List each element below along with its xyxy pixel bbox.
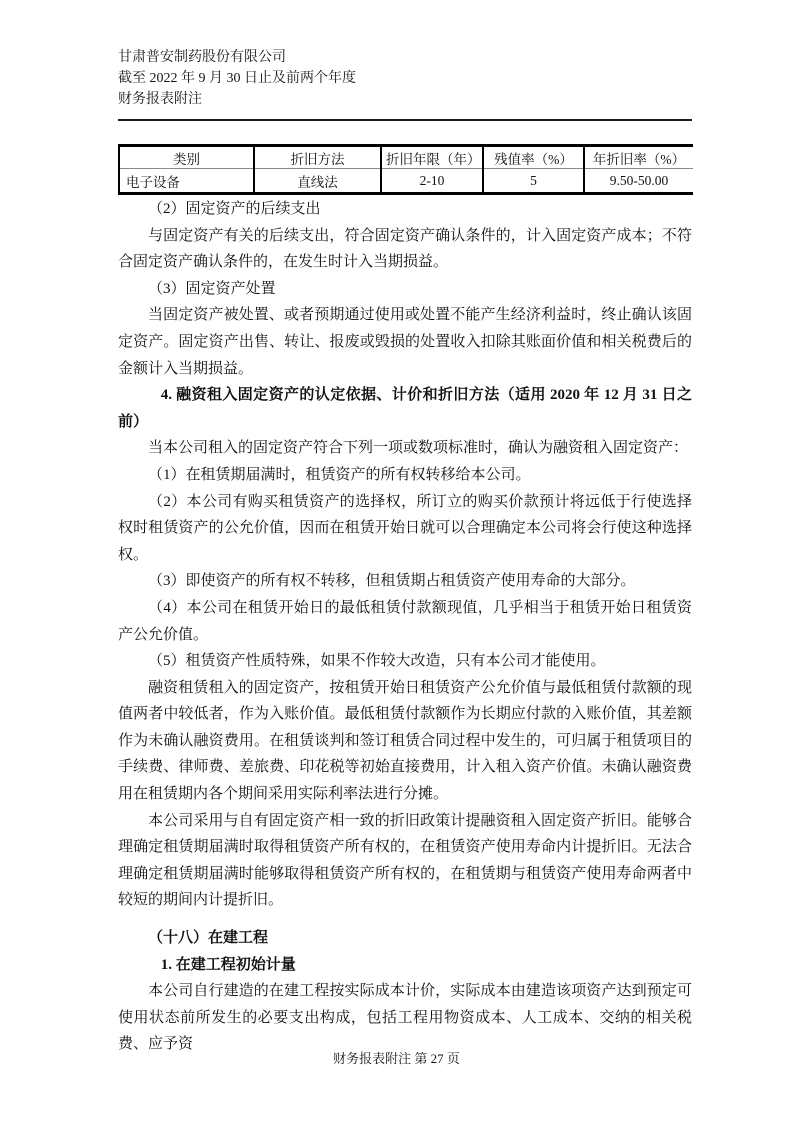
column-header-annual-rate: 年折旧率（%） bbox=[584, 146, 693, 169]
paragraph-item-2: （2）本公司有购买租赁资产的选择权，所订立的购买价款预计将远低于行使选择权时租赁资产的公允价值，因而在租赁开始日就可以合理确定本公司将会行使这种选择权。 bbox=[118, 493, 692, 563]
paragraph-subheading-2: （2）固定资产的后续支出 bbox=[148, 201, 321, 217]
paragraph: 本公司采用与自有固定资产相一致的折旧政策计提融资租入固定资产折旧。能够合理确定租赁期届满时取得租赁资产所有权的，在租赁资产使用寿命内计提折旧。无法合理确定租赁期届满时能够取得租赁资产所有权的，在租赁期与租赁资产使用寿命两者中较短的期间内计提折旧。 bbox=[118, 812, 692, 909]
paragraph-item-5: （5）租赁资产性质特殊，如果不作较大改造，只有本公司才能使用。 bbox=[148, 653, 606, 670]
section-heading-18: （十八）在建工程 bbox=[148, 930, 269, 947]
page-footer bbox=[0, 1048, 793, 1067]
cell-residual-rate: 5 bbox=[483, 169, 584, 194]
paragraph: 当本公司租入的固定资产符合下列一项或数项标准时，确认为融资租入固定资产： bbox=[148, 440, 689, 457]
column-header-depreciation-method: 折旧方法 bbox=[254, 146, 381, 169]
paragraph: 融资租赁租入的固定资产，按租赁开始日租赁资产公允价值与最低租赁付款额的现值两者中较低者，作为入账价值。最低租赁付款额作为长期应付款的入账价值，其差额作为未确认融资费用。在租赁谈判和签订租赁合同过程中发生的，可归属于租赁项目的手续费、律师费、差旅费、印花税等初始直接费用，计入租入资产价值。未确认融资费用在租赁期内各个期间采用实际利率法进行分摊。 bbox=[118, 679, 692, 803]
paragraph: 与固定资产有关的后续支出，符合固定资产确认条件的，计入固定资产成本；不符合固定资产确认条件的，在发生时计入当期损益。 bbox=[118, 227, 692, 271]
subsection-heading-1: 1. 在建工程初始计量 bbox=[160, 956, 296, 973]
paragraph-subheading-3: （3）固定资产处置 bbox=[148, 280, 276, 297]
column-header-depreciation-years: 折旧年限（年） bbox=[381, 146, 483, 169]
section-heading-4: 4. 融资租入固定资产的认定依据、计价和折旧方法（适用 2020 年 12 月 31 日之前） bbox=[118, 387, 692, 430]
cell-depreciation-years: 2-10 bbox=[381, 169, 483, 194]
company-name: 甘肃普安制药股份有限公司 bbox=[118, 50, 286, 65]
paragraph: 本公司自行建造的在建工程按实际成本计价，实际成本由建造该项资产达到预定可使用状态前所发生的必要支出构成，包括工程用物资成本、人工成本、交纳的相关税费、应予资 bbox=[118, 983, 692, 1053]
paragraph: 当固定资产被处置、或者预期通过使用或处置不能产生经济利益时，终止确认该固定资产。固定资产出售、转让、报废或毁损的处置收入扣除其账面价值和相关税费后的金额计入当期损益。 bbox=[118, 307, 692, 377]
table-row bbox=[119, 169, 693, 194]
body-text bbox=[118, 196, 692, 1058]
column-header-residual-rate: 残值率（%） bbox=[483, 146, 584, 169]
cell-category: 电子设备 bbox=[119, 169, 254, 194]
header-divider-line bbox=[118, 119, 692, 121]
depreciation-table bbox=[118, 144, 693, 195]
paragraph-item-1: （1）在租赁期届满时，租赁资产的所有权转移给本公司。 bbox=[148, 466, 531, 483]
paragraph-item-4: （4）本公司在租赁开始日的最低租赁付款额现值，几乎相当于租赁开始日租赁资产公允价值。 bbox=[118, 599, 692, 643]
page-header bbox=[118, 47, 692, 110]
table-header-row bbox=[119, 146, 693, 169]
paragraph-item-3: （3）即使资产的所有权不转移，但租赁期占租赁资产使用寿命的大部分。 bbox=[148, 573, 636, 590]
footer-page-label: 财务报表附注 第 27 页 bbox=[333, 1051, 460, 1066]
column-header-category: 类别 bbox=[119, 146, 254, 169]
report-period: 截至 2022 年 9 月 30 日止及前两个年度 bbox=[118, 71, 356, 86]
cell-annual-rate: 9.50-50.00 bbox=[584, 169, 693, 194]
document-title: 财务报表附注 bbox=[118, 92, 202, 107]
cell-depreciation-method: 直线法 bbox=[254, 169, 381, 194]
